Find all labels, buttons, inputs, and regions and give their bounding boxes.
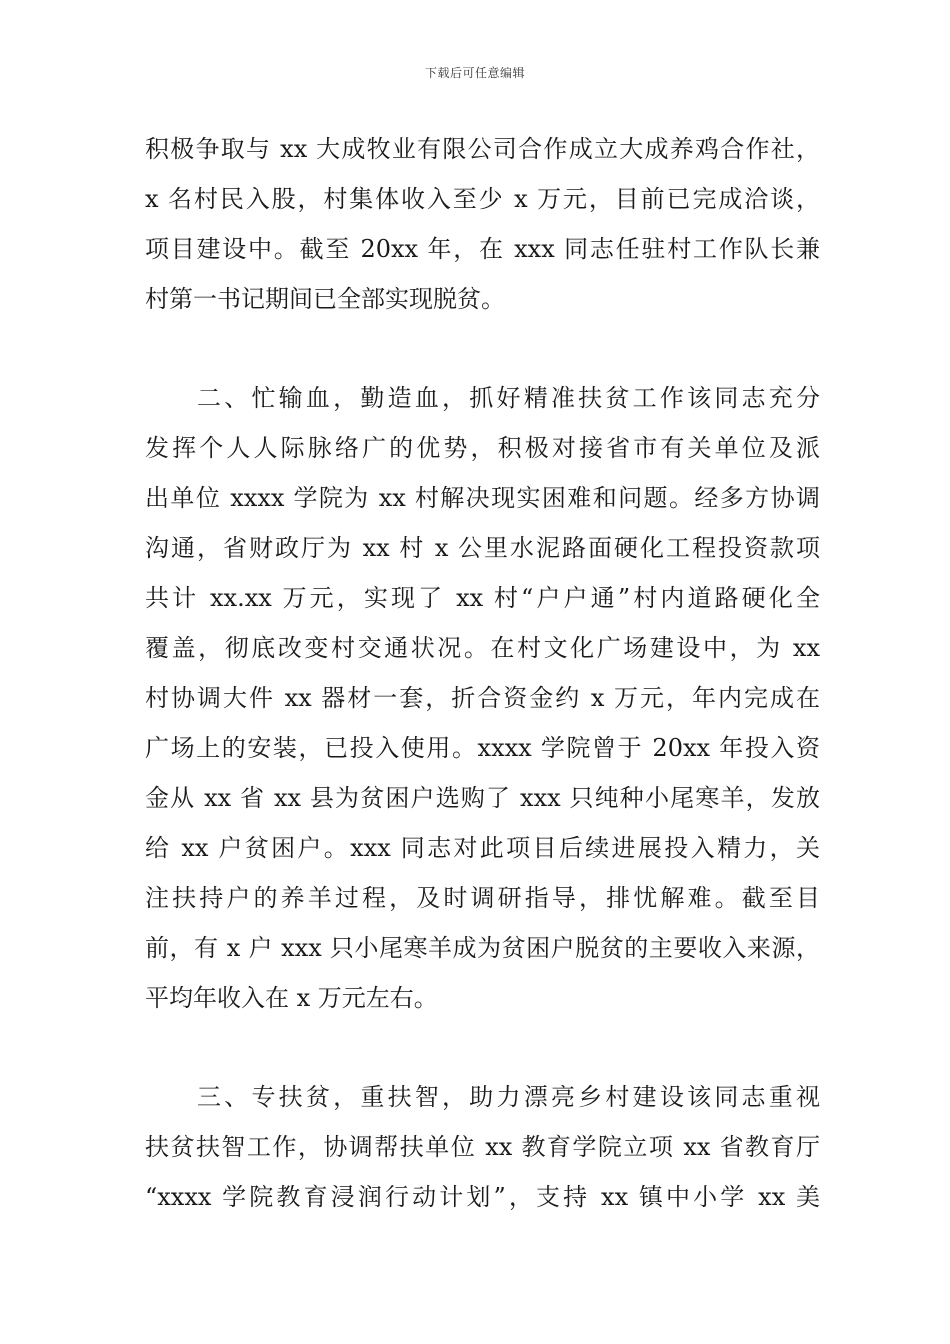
- text-line: x 名村民入股，村集体收入至少 x 万元，目前已完成洽谈，: [145, 185, 820, 213]
- text-line: 共计 xx.xx 万元，实现了 xx 村“户户通”村内道路硬化全: [145, 584, 820, 612]
- text-line: 扶贫扶智工作，协调帮扶单位 xx 教育学院立项 xx 省教育厅: [145, 1133, 820, 1161]
- text-line: 给 xx 户贫困户。xxx 同志对此项目后续进展投入精力，关: [145, 834, 820, 862]
- text-line: 发挥个人人际脉络广的优势，积极对接省市有关单位及派: [145, 434, 820, 462]
- text-line: 村协调大件 xx 器材一套，折合资金约 x 万元，年内完成在: [145, 684, 820, 712]
- text-line: 项目建设中。截至 20xx 年，在 xxx 同志任驻村工作队长兼: [145, 235, 820, 263]
- text-line: 平均年收入在 x 万元左右。: [145, 984, 438, 1012]
- paragraph-3: [145, 1072, 820, 1222]
- text-line: 三、专扶贫，重扶智，助力漂亮乡村建设该同志重视: [197, 1083, 820, 1111]
- page-header: 下载后可任意编辑: [424, 66, 525, 80]
- text-line: 金从 xx 省 xx 县为贫困户选购了 xxx 只纯种小尾寒羊，发放: [145, 784, 820, 812]
- text-line: 注扶持户的养羊过程，及时调研指导，排忧解难。截至目: [145, 884, 820, 912]
- text-line: 覆盖，彻底改变村交通状况。在村文化广场建设中，为 xx: [145, 634, 820, 662]
- text-line: 二、忙输血，勤造血，抓好精准扶贫工作该同志充分: [197, 384, 820, 412]
- text-line: 积极争取与 xx 大成牧业有限公司合作成立大成养鸡合作社，: [145, 135, 820, 163]
- text-line: “xxxx 学院教育浸润行动计划”，支持 xx 镇中小学 xx 美: [145, 1183, 820, 1211]
- text-line: 出单位 xxxx 学院为 xx 村解决现实困难和问题。经多方协调: [145, 484, 820, 512]
- paragraph-2: [145, 373, 820, 1023]
- text-line: 沟通，省财政厅为 xx 村 x 公里水泥路面硬化工程投资款项: [145, 534, 820, 562]
- text-line: 村第一书记期间已全部实现脱贫。: [145, 285, 505, 313]
- text-line: 前，有 x 户 xxx 只小尾寒羊成为贫困户脱贫的主要收入来源，: [145, 934, 820, 962]
- text-line: 广场上的安装，已投入使用。xxxx 学院曾于 20xx 年投入资: [145, 734, 820, 762]
- paragraph-1: [145, 124, 820, 324]
